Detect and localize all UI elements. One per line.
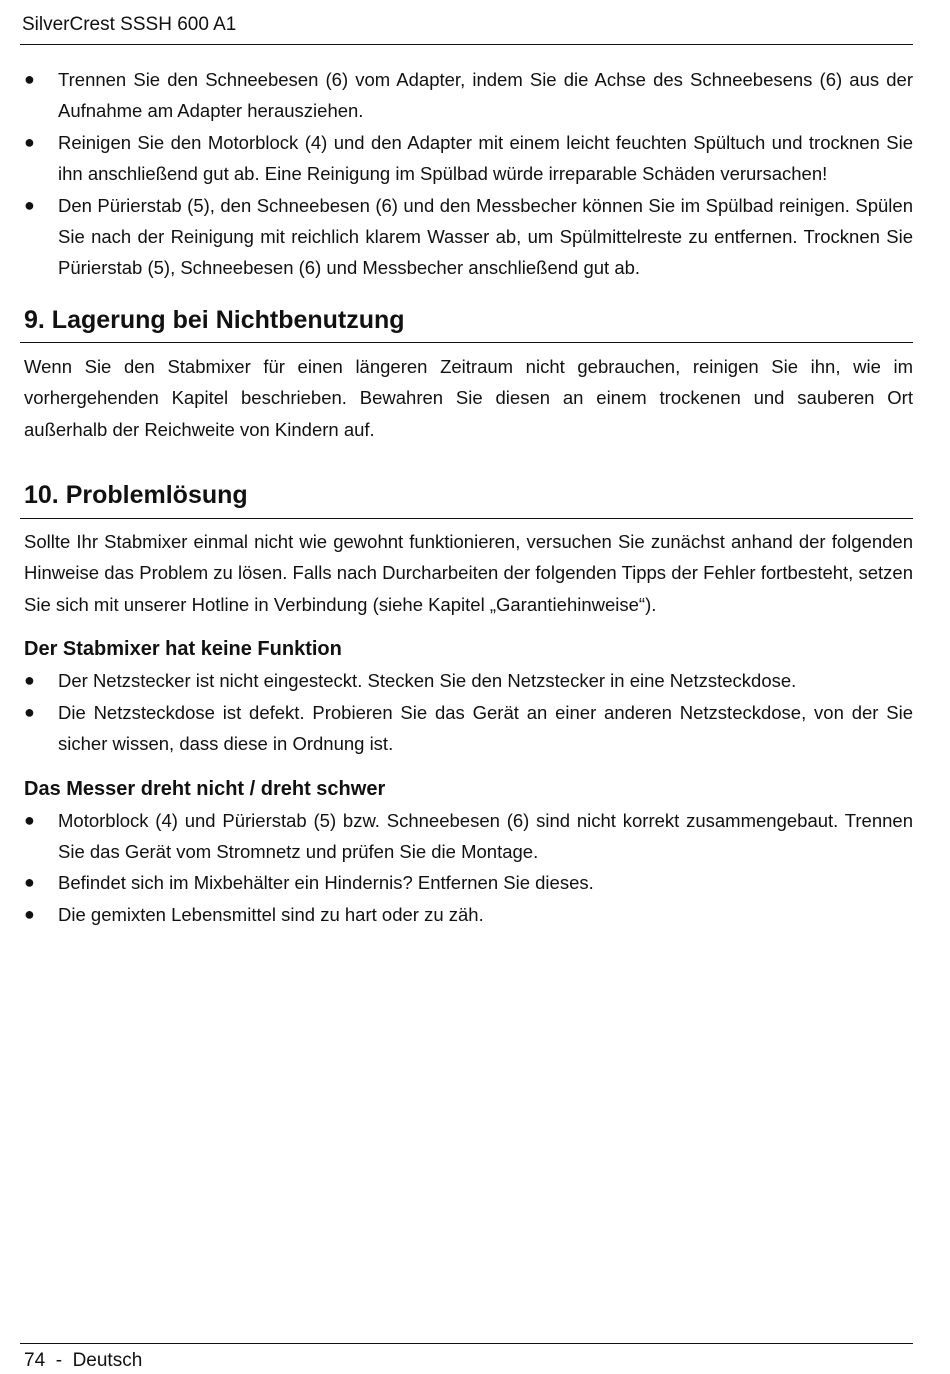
list-item: ● Reinigen Sie den Motorblock (4) und den Adapter mit einem leicht feuchten Spültuch und trocknen Sie ihn anschließend gut ab. Eine Reinigung im Spülbad würde irreparable Schäden verursachen!	[24, 127, 913, 190]
subsection-no-function-heading: Der Stabmixer hat keine Funktion	[24, 638, 342, 661]
intro-bullet-list	[24, 64, 913, 284]
list-item: ● Der Netzstecker ist nicht eingesteckt. Stecken Sie den Netzstecker in eine Netzsteckdose.	[24, 665, 913, 696]
blade-bullet-list	[24, 805, 913, 931]
list-item: ● Die gemixten Lebensmittel sind zu hart oder zu zäh.	[24, 899, 913, 930]
section-10-heading: 10. Problemlösung	[24, 481, 248, 510]
bullet-icon: ●	[24, 903, 35, 924]
bullet-icon: ●	[24, 131, 35, 152]
page-header: SilverCrest SSSH 600 A1	[22, 14, 237, 35]
subsection-blade-heading: Das Messer dreht nicht / dreht schwer	[24, 777, 386, 800]
bullet-icon: ●	[24, 701, 35, 722]
bullet-icon: ●	[24, 872, 35, 893]
section-9-heading: 9. Lagerung bei Nichtbenutzung	[24, 305, 405, 334]
no-function-bullet-list	[24, 665, 913, 759]
page-content	[24, 64, 913, 930]
list-item: ● Den Pürierstab (5), den Schneebesen (6) und den Messbecher können Sie im Spülbad reinigen. Spülen Sie nach der Reinigung mit reichlich klarem Wasser ab, um Spülmittelreste zu entfernen. Trocknen Sie Pürierstab (5), Schneebesen (6) und Messbecher anschließend gut ab.	[24, 190, 913, 284]
list-item: ● Trennen Sie den Schneebesen (6) vom Adapter, indem Sie die Achse des Schneebesens (6) aus der Aufnahme am Adapter herausziehen.	[24, 64, 913, 127]
section-10-text: Sollte Ihr Stabmixer einmal nicht wie gewohnt funktionieren, versuchen Sie zunächst anhand der folgenden Hinweise das Problem zu lösen. Falls nach Durcharbeiten der folgenden Tipps der Fehler fortbesteht, setzen Sie sich mit unserer Hotline in Verbindung (siehe Kapitel „Garantiehinweise“).	[24, 531, 913, 615]
list-item: ● Befindet sich im Mixbehälter ein Hindernis? Entfernen Sie dieses.	[24, 867, 913, 898]
list-item: ● Die Netzsteckdose ist defekt. Probieren Sie das Gerät an einer anderen Netzsteckdose, von der Sie sicher wissen, dass diese in Ordnung ist.	[24, 697, 913, 760]
bullet-icon: ●	[24, 809, 35, 830]
section-9-text: Wenn Sie den Stabmixer für einen längeren Zeitraum nicht gebrauchen, reinigen Sie ihn, wie im vorhergehenden Kapitel beschrieben. Bewahren Sie diesen an einem trockenen und sauberen Ort außerhalb der Reichweite von Kindern auf.	[24, 355, 913, 440]
footer-divider	[20, 1343, 913, 1344]
bullet-icon: ●	[24, 194, 35, 215]
page-footer: 74 - Deutsch	[24, 1350, 143, 1371]
header-divider	[20, 44, 913, 45]
list-item: ● Motorblock (4) und Pürierstab (5) bzw. Schneebesen (6) sind nicht korrekt zusammengebaut. Trennen Sie das Gerät vom Stromnetz und prüfen Sie die Montage.	[24, 805, 913, 868]
bullet-icon: ●	[24, 69, 35, 89]
bullet-icon: ●	[24, 670, 35, 691]
